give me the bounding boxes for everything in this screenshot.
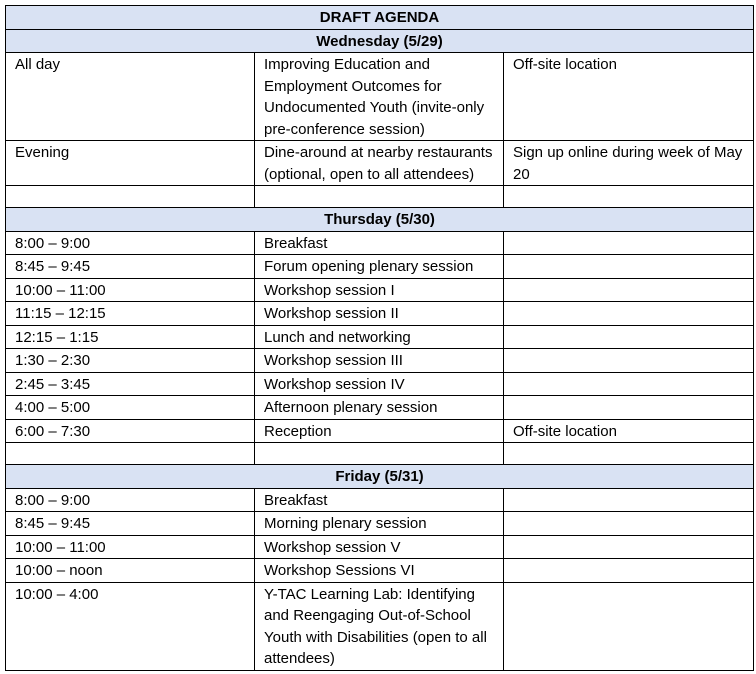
time-cell: 10:00 – 4:00 <box>6 582 255 670</box>
table-row <box>6 512 754 536</box>
agenda-table <box>5 5 754 671</box>
time-cell: 10:00 – 11:00 <box>6 278 255 302</box>
note-cell <box>504 535 754 559</box>
note-cell <box>504 349 754 373</box>
event-cell: Workshop session IV <box>255 372 504 396</box>
note-cell <box>504 443 754 465</box>
time-cell: 1:30 – 2:30 <box>6 349 255 373</box>
event-cell: Workshop session V <box>255 535 504 559</box>
table-row <box>6 302 754 326</box>
table-row <box>6 255 754 279</box>
time-cell: All day <box>6 53 255 141</box>
day-header-row <box>6 29 754 53</box>
note-cell <box>504 396 754 420</box>
note-cell: Sign up online during week of May 20 <box>504 141 754 186</box>
note-cell <box>504 372 754 396</box>
table-row <box>6 278 754 302</box>
event-cell: Improving Education and Employment Outcomes for Undocumented Youth (invite-only pre-conference session) <box>255 53 504 141</box>
note-cell: Off-site location <box>504 53 754 141</box>
time-cell: Evening <box>6 141 255 186</box>
event-cell: Forum opening plenary session <box>255 255 504 279</box>
table-row <box>6 141 754 186</box>
blank-row <box>6 186 754 208</box>
event-cell: Dine-around at nearby restaurants (optional, open to all attendees) <box>255 141 504 186</box>
day-header-wednesday: Wednesday (5/29) <box>6 29 754 53</box>
time-cell: 8:00 – 9:00 <box>6 231 255 255</box>
time-cell: 6:00 – 7:30 <box>6 419 255 443</box>
event-cell: Workshop Sessions VI <box>255 559 504 583</box>
time-cell: 11:15 – 12:15 <box>6 302 255 326</box>
table-row <box>6 349 754 373</box>
day-header-friday: Friday (5/31) <box>6 465 754 489</box>
table-row <box>6 396 754 420</box>
event-cell: Workshop session II <box>255 302 504 326</box>
event-cell: Workshop session III <box>255 349 504 373</box>
event-cell: Lunch and networking <box>255 325 504 349</box>
event-cell <box>255 186 504 208</box>
time-cell <box>6 443 255 465</box>
day-header-row <box>6 465 754 489</box>
table-row <box>6 559 754 583</box>
event-cell: Afternoon plenary session <box>255 396 504 420</box>
event-cell: Morning plenary session <box>255 512 504 536</box>
event-cell: Workshop session I <box>255 278 504 302</box>
day-header-thursday: Thursday (5/30) <box>6 208 754 232</box>
note-cell <box>504 302 754 326</box>
time-cell: 10:00 – noon <box>6 559 255 583</box>
table-row <box>6 488 754 512</box>
event-cell: Reception <box>255 419 504 443</box>
time-cell: 8:45 – 9:45 <box>6 512 255 536</box>
blank-row <box>6 443 754 465</box>
title-row <box>6 6 754 30</box>
table-row <box>6 325 754 349</box>
table-row <box>6 419 754 443</box>
event-cell: Breakfast <box>255 231 504 255</box>
note-cell <box>504 559 754 583</box>
time-cell: 2:45 – 3:45 <box>6 372 255 396</box>
time-cell: 8:45 – 9:45 <box>6 255 255 279</box>
time-cell <box>6 186 255 208</box>
note-cell <box>504 186 754 208</box>
table-row <box>6 582 754 670</box>
note-cell <box>504 512 754 536</box>
note-cell <box>504 255 754 279</box>
note-cell: Off-site location <box>504 419 754 443</box>
table-row <box>6 372 754 396</box>
event-cell: Y-TAC Learning Lab: Identifying and Reengaging Out-of-School Youth with Disabilities (open to all attendees) <box>255 582 504 670</box>
note-cell <box>504 582 754 670</box>
note-cell <box>504 488 754 512</box>
note-cell <box>504 231 754 255</box>
time-cell: 12:15 – 1:15 <box>6 325 255 349</box>
day-header-row <box>6 208 754 232</box>
time-cell: 10:00 – 11:00 <box>6 535 255 559</box>
table-row <box>6 535 754 559</box>
table-row <box>6 231 754 255</box>
event-cell <box>255 443 504 465</box>
agenda-title: DRAFT AGENDA <box>6 6 754 30</box>
note-cell <box>504 325 754 349</box>
time-cell: 8:00 – 9:00 <box>6 488 255 512</box>
time-cell: 4:00 – 5:00 <box>6 396 255 420</box>
table-row <box>6 53 754 141</box>
note-cell <box>504 278 754 302</box>
event-cell: Breakfast <box>255 488 504 512</box>
